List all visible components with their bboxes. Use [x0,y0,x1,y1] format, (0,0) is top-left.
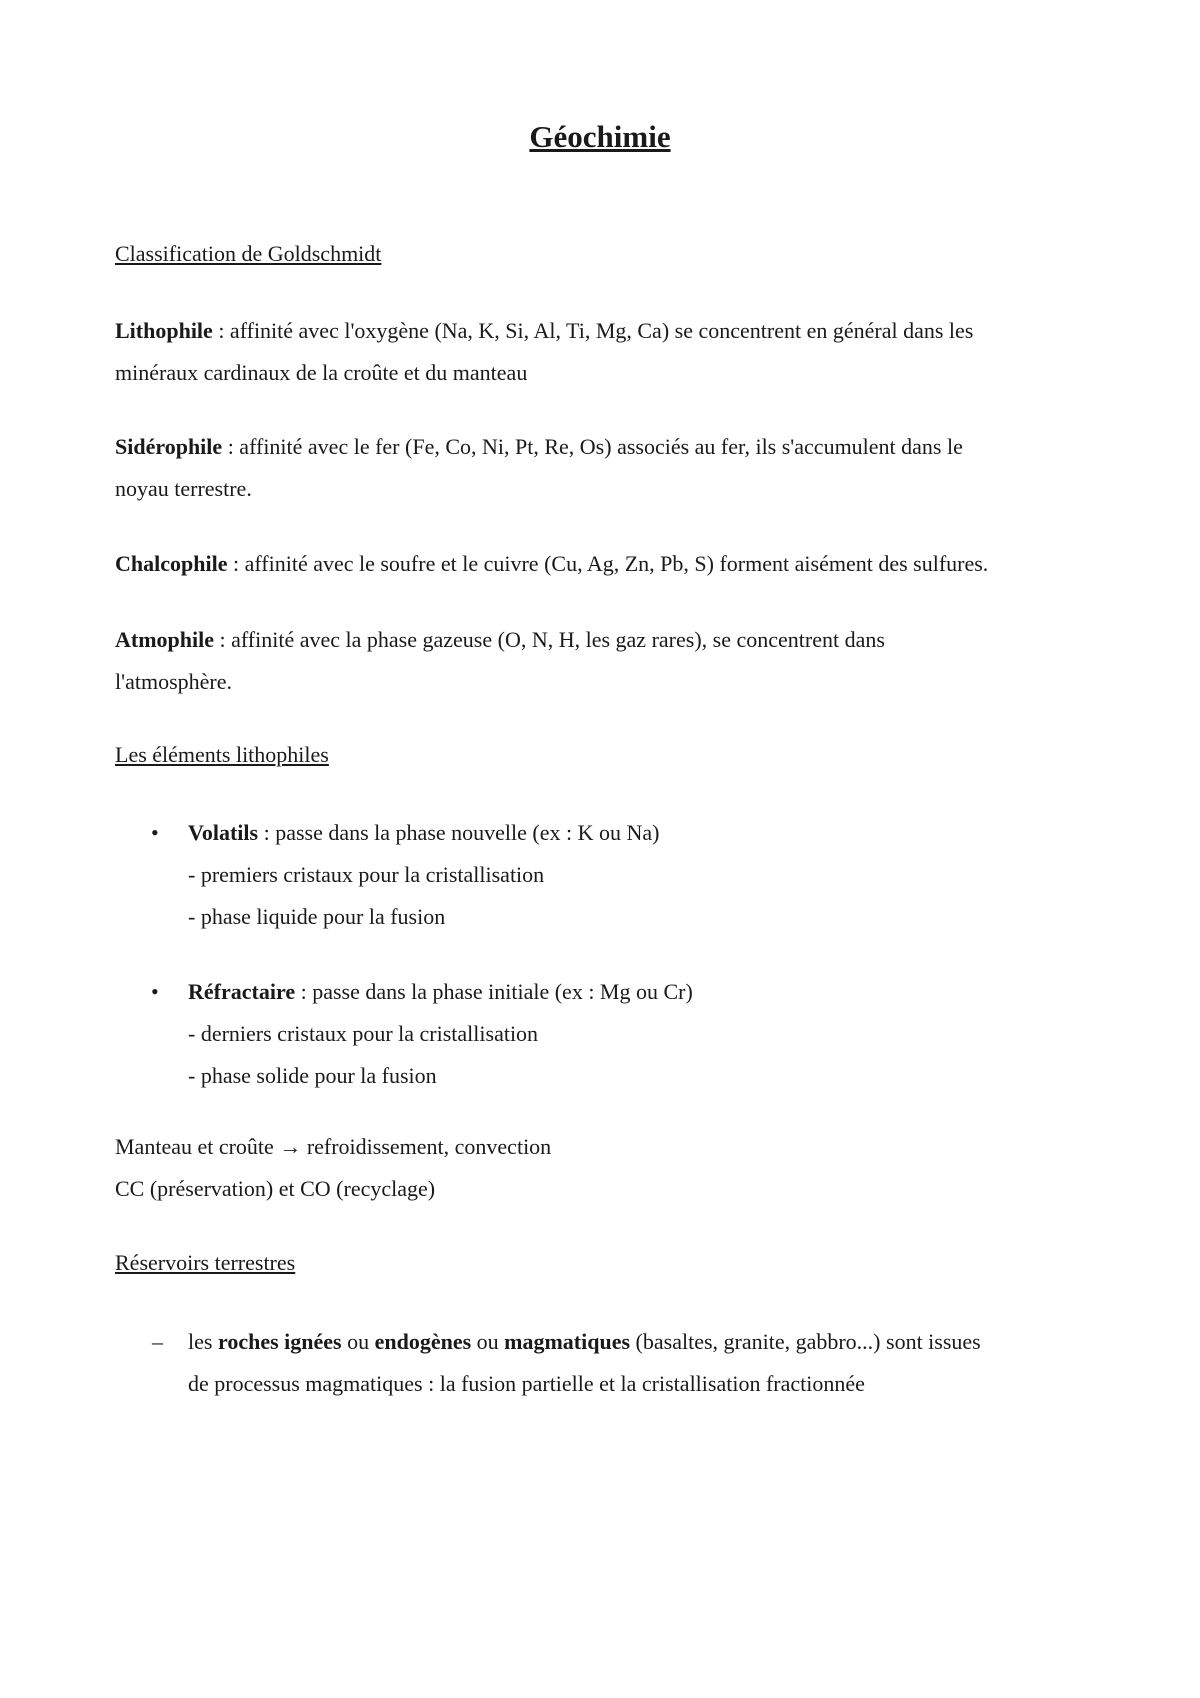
term-siderophile: Sidérophile [115,434,223,459]
term-atmophile: Atmophile [115,627,214,652]
item-text: les [188,1329,218,1354]
term-chalcophile: Chalcophile [115,551,228,576]
definition-atmophile [115,619,1095,703]
definition-text: : affinité avec le fer (Fe, Co, Ni, Pt, Re, Os) associés au fer, ils s'accumulent dans le [222,434,963,459]
term-endogenes: endogènes [374,1329,472,1354]
section-heading-lithophiles: Les éléments lithophiles [115,742,329,767]
definition-text-continued: minéraux cardinaux de la croûte et du manteau [115,360,528,385]
page-title: Géochimie [529,119,671,154]
dash-icon: – [152,1329,163,1354]
term-refractaire: Réfractaire [188,979,296,1004]
definition-siderophile [115,426,1095,510]
sub-item: - derniers cristaux pour la cristallisation [188,1021,539,1046]
bullet-icon: • [151,820,159,845]
note-line: CC (préservation) et CO (recyclage) [115,1176,436,1201]
section-heading-reservoirs: Réservoirs terrestres [115,1250,296,1275]
definition-text: : affinité avec le soufre et le cuivre (Cu, Ag, Zn, Pb, S) forment aisément des sulfures. [227,551,989,576]
bullet-icon: • [151,979,159,1004]
section-heading-classification: Classification de Goldschmidt [115,241,382,266]
term-roches-ignees: roches ignées [217,1329,342,1354]
note-line: Manteau et croûte → refroidissement, convection [115,1134,552,1159]
item-text-continued: de processus magmatiques : la fusion partielle et la cristallisation fractionnée [188,1371,865,1396]
bullet-text: : passe dans la phase nouvelle (ex : K ou Na) [258,820,660,845]
bullet-text: : passe dans la phase initiale (ex : Mg ou Cr) [295,979,693,1004]
item-text: ou [471,1329,505,1354]
item-text: (basaltes, granite, gabbro...) sont issues [630,1329,981,1354]
definition-chalcophile [115,543,1095,585]
term-volatils: Volatils [188,820,259,845]
definition-text: : affinité avec l'oxygène (Na, K, Si, Al, Ti, Mg, Ca) se concentrent en général dans les [212,318,974,343]
sub-item: - phase liquide pour la fusion [188,904,446,929]
term-magmatiques: magmatiques [504,1329,631,1354]
definition-text-continued: l'atmosphère. [115,669,232,694]
item-text: ou [341,1329,375,1354]
term-lithophile: Lithophile [115,318,213,343]
definition-text-continued: noyau terrestre. [115,476,252,501]
sub-item: - phase solide pour la fusion [188,1063,437,1088]
definition-text: : affinité avec la phase gazeuse (O, N, H, les gaz rares), se concentrent dans [214,627,885,652]
notes-block [115,1126,1095,1210]
definition-lithophile [115,310,1095,394]
sub-item: - premiers cristaux pour la cristallisation [188,862,545,887]
